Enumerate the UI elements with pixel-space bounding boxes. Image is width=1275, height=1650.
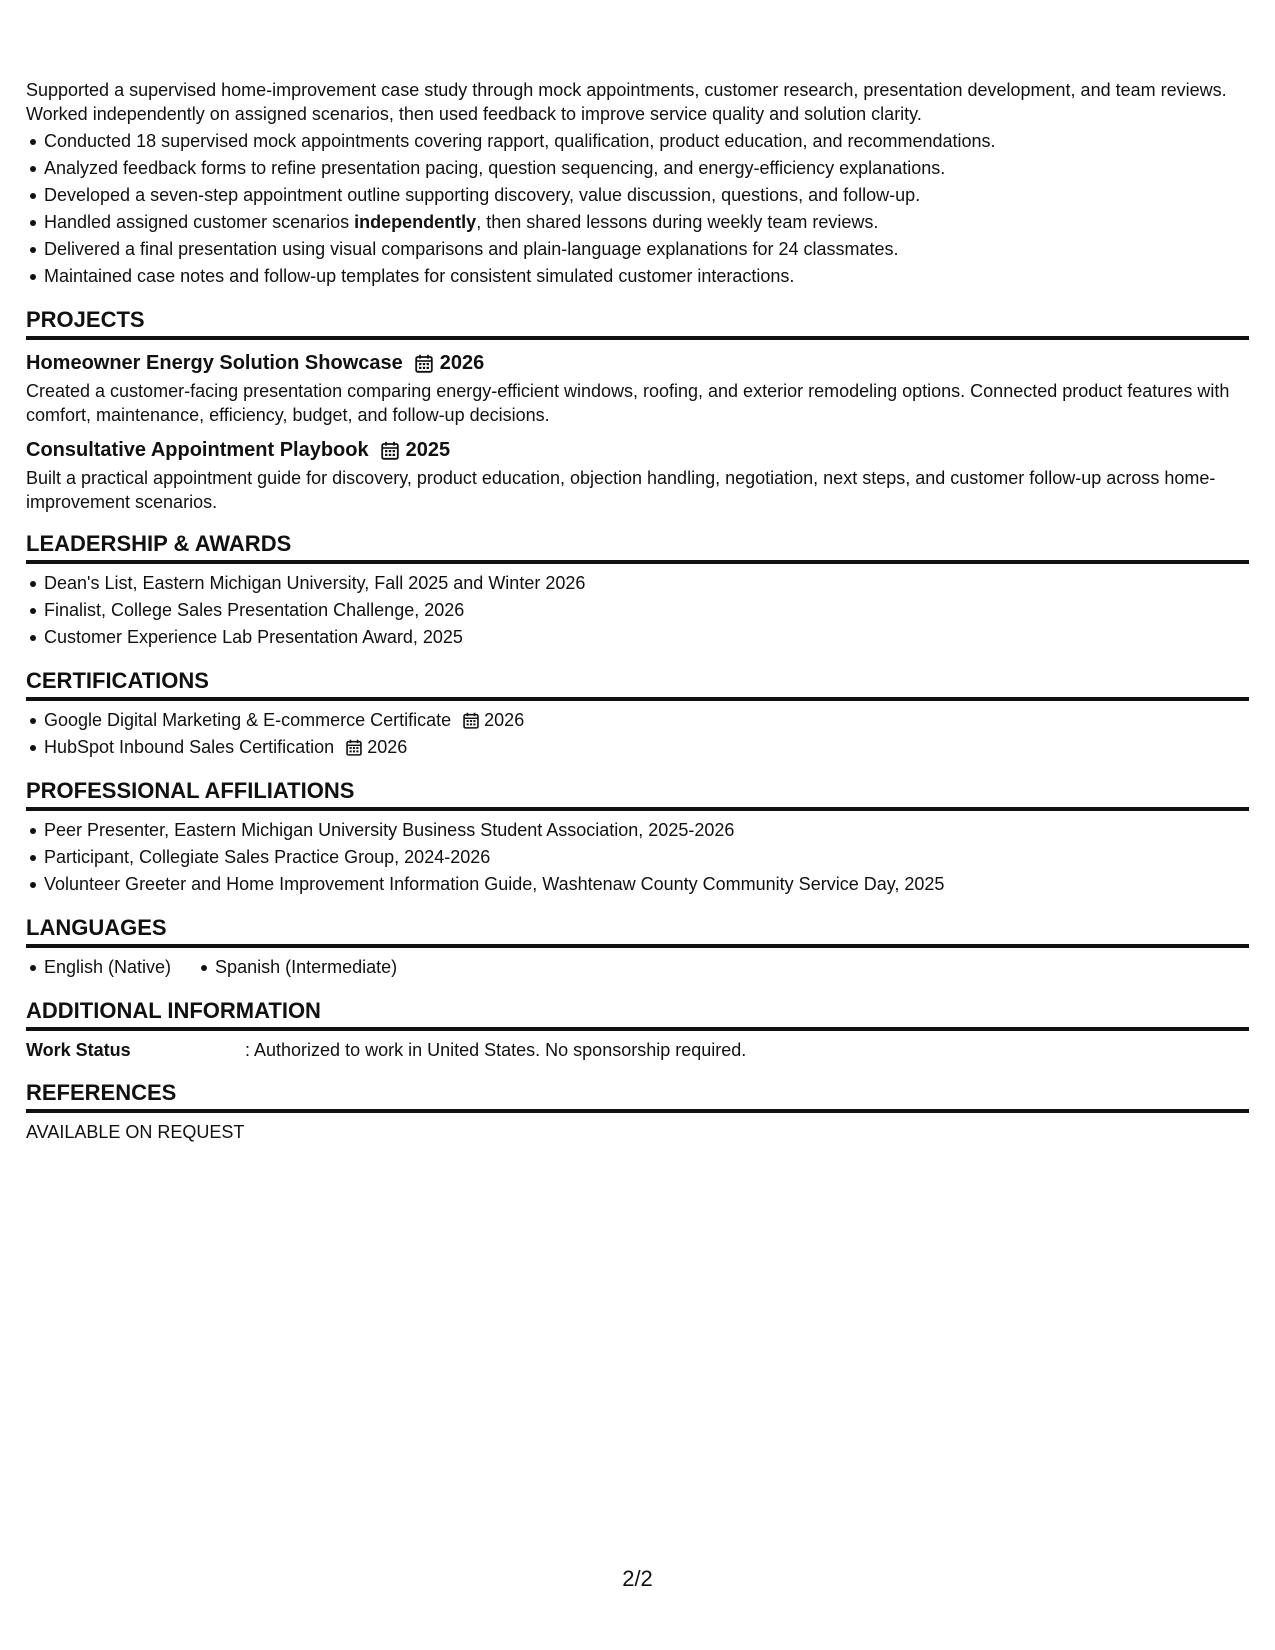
references-section	[26, 1078, 1249, 1145]
calendar-icon	[415, 354, 433, 373]
certification-name: Google Digital Marketing & E-commerce Certificate	[44, 710, 452, 730]
resume-page	[26, 78, 1249, 1145]
bullet-text: Handled assigned customer scenarios	[44, 212, 355, 232]
list-item: Dean's List, Eastern Michigan University, Fall 2025 and Winter 2026	[44, 570, 1249, 597]
work-status-value: : Authorized to work in United States. No sponsorship required.	[245, 1040, 747, 1060]
section-title: LEADERSHIP & AWARDS	[26, 529, 1249, 564]
section-title: CERTIFICATIONS	[26, 666, 1249, 701]
leadership-list	[26, 570, 1249, 651]
list-item: Analyzed feedback forms to refine presentation pacing, question sequencing, and energy-efficiency explanations.	[44, 155, 1249, 182]
list-item: Spanish (Intermediate)	[215, 954, 397, 981]
list-item: Developed a seven-step appointment outline supporting discovery, value discussion, questions, and follow-up.	[44, 182, 1249, 209]
projects-section	[26, 305, 1249, 514]
project-name: Consultative Appointment Playbook	[26, 439, 369, 461]
section-title: PROFESSIONAL AFFILIATIONS	[26, 776, 1249, 811]
affiliations-list	[26, 817, 1249, 898]
section-title: ADDITIONAL INFORMATION	[26, 996, 1249, 1031]
project-year: 2026	[439, 352, 485, 374]
project-year: 2025	[405, 439, 451, 461]
work-status-label: Work Status	[26, 1040, 131, 1060]
additional-info-section	[26, 996, 1249, 1063]
project-name: Homeowner Energy Solution Showcase	[26, 352, 403, 374]
list-item: Customer Experience Lab Presentation Award, 2025	[44, 624, 1249, 651]
project-item	[26, 348, 1249, 427]
certification-name: HubSpot Inbound Sales Certification	[44, 737, 335, 757]
list-item	[44, 734, 1249, 761]
list-item: Maintained case notes and follow-up templates for consistent simulated customer interactions.	[44, 263, 1249, 290]
bullet-emphasis: independently	[354, 212, 477, 232]
section-title: REFERENCES	[26, 1078, 1249, 1113]
work-status-row	[26, 1037, 1249, 1063]
affiliations-section	[26, 776, 1249, 898]
list-item: Delivered a final presentation using visual comparisons and plain-language explanations for 24 classmates.	[44, 236, 1249, 263]
calendar-icon	[463, 712, 479, 729]
list-item: Volunteer Greeter and Home Improvement Information Guide, Washtenaw County Community Service Day, 2025	[44, 871, 1249, 898]
experience-summary: Supported a supervised home-improvement case study through mock appointments, customer research, presentation development, and team reviews. Worked independently on assigned scenarios, then used feedback to improve service quality and solution clarity.	[26, 80, 1227, 124]
list-item: Conducted 18 supervised mock appointments covering rapport, qualification, product education, and recommendations.	[44, 128, 1249, 155]
list-item: Finalist, College Sales Presentation Challenge, 2026	[44, 597, 1249, 624]
list-item	[44, 707, 1249, 734]
list-item	[44, 209, 1249, 236]
certifications-section	[26, 666, 1249, 761]
page-number: 2/2	[622, 1566, 653, 1591]
certification-year: 2026	[484, 710, 525, 730]
experience-bullets	[26, 128, 1249, 290]
experience-continuation	[26, 78, 1249, 290]
languages-section	[26, 913, 1249, 981]
certifications-list	[26, 707, 1249, 761]
section-title: PROJECTS	[26, 305, 1249, 340]
leadership-section	[26, 529, 1249, 651]
list-item: Peer Presenter, Eastern Michigan University Business Student Association, 2025-2026	[44, 817, 1249, 844]
project-description: Built a practical appointment guide for discovery, product education, objection handling, negotiation, next steps, and customer follow-up across home-improvement scenarios.	[26, 468, 1216, 512]
project-description: Created a customer-facing presentation comparing energy-efficient windows, roofing, and exterior remodeling options. Connected product features with comfort, maintenance, efficiency, budget, and follow-up decisions.	[26, 381, 1230, 425]
references-text: AVAILABLE ON REQUEST	[26, 1122, 245, 1142]
bullet-text: , then shared lessons during weekly team reviews.	[476, 212, 879, 232]
calendar-icon	[381, 441, 399, 460]
languages-list	[26, 954, 1249, 981]
list-item: Participant, Collegiate Sales Practice Group, 2024-2026	[44, 844, 1249, 871]
list-item: English (Native)	[44, 954, 171, 981]
project-item	[26, 435, 1249, 514]
calendar-icon	[346, 739, 362, 756]
section-title: LANGUAGES	[26, 913, 1249, 948]
certification-year: 2026	[367, 737, 408, 757]
